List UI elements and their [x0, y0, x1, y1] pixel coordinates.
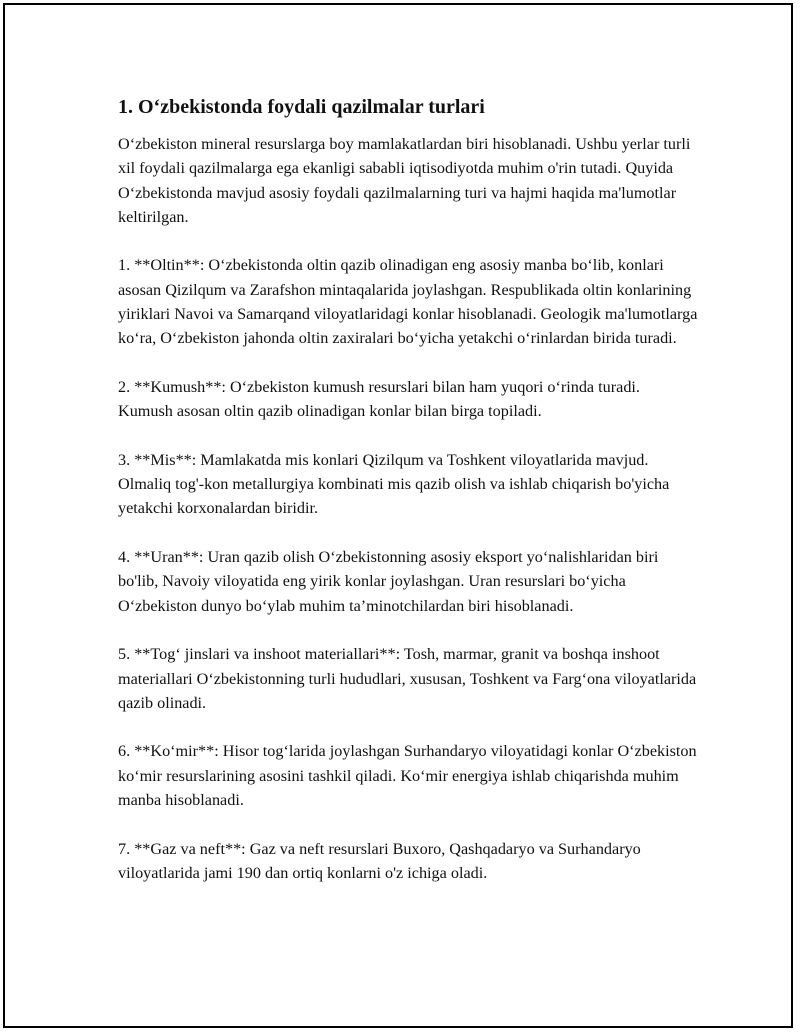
document-body [118, 94, 698, 885]
list-item-gaz-neft: 7. **Gaz va neft**: Gaz va neft resurslari Buxoro, Qashqadaryo va Surhandaryo viloyatlarida jami 190 dan ortiq konlarni o'z ichiga oladi. [118, 839, 641, 882]
list-item-mis: 3. **Mis**: Mamlakatda mis konlari Qizilqum va Toshkent viloyatlarida mavjud. Olmaliq tog'-kon metallurgiya kombinati mis qazib olish va ishlab chiqarish bo'yicha yetakchi korxonalardan biridir. [118, 450, 670, 518]
list-item-tog-jinslari: 5. **Tog‘ jinslari va inshoot materiallari**: Tosh, marmar, granit va boshqa inshoot materiallari O‘zbekistonning turli hududlari, xususan, Toshkent va Farg‘ona viloyatlarida qazib olinadi. [118, 645, 697, 712]
list-item-komir: 6. **Ko‘mir**: Hisor tog‘larida joylashgan Surhandaryo viloyatidagi konlar O‘zbekiston ko‘mir resurslarining asosini tashkil qiladi. Ko‘mir energiya ishlab chiqarishda muhim manba hisoblanadi. [118, 742, 697, 810]
list-item-oltin: 1. **Oltin**: O‘zbekistonda oltin qazib olinadigan eng asosiy manba bo‘lib, konlari asosan Qizilqum va Zarafshon mintaqalarida joylashgan. Respublikada oltin konlarining yiriklari Navoi va Samarqand viloyatlaridagi konlar hisoblanadi. Geologik ma'lumotlarga ko‘ra, O‘zbekiston jahonda oltin zaxiralari bo‘yicha yetakchi o‘rinlardan birida turadi. [118, 256, 698, 348]
list-item-uran: 4. **Uran**: Uran qazib olish O‘zbekistonning asosiy eksport yo‘nalishlaridan biri bo'lib, Navoiy viloyatida eng yirik konlar joylashgan. Uran resurslari bo‘yicha O‘zbekiston dunyo bo‘ylab muhim ta’minotchilardan biri hisoblanadi. [118, 548, 659, 615]
document-title: 1. O‘zbekistonda foydali qazilmalar turlari [118, 96, 485, 118]
list-item-kumush: 2. **Kumush**: O‘zbekiston kumush resurslari bilan ham yuqori o‘rinda turadi. Kumush asosan oltin qazib olinadigan konlar bilan birga topiladi. [118, 377, 640, 421]
intro-paragraph: O‘zbekiston mineral resurslarga boy mamlakatlardan biri hisoblanadi. Ushbu yerlar turli xil foydali qazilmalarga ega ekanligi sababli iqtisodiyotda muhim o'rin tutadi. Quyida O‘zbekistonda mavjud asosiy foydali qazilmalarning turi va hajmi haqida ma'lumotlar keltirilgan. [118, 135, 691, 226]
